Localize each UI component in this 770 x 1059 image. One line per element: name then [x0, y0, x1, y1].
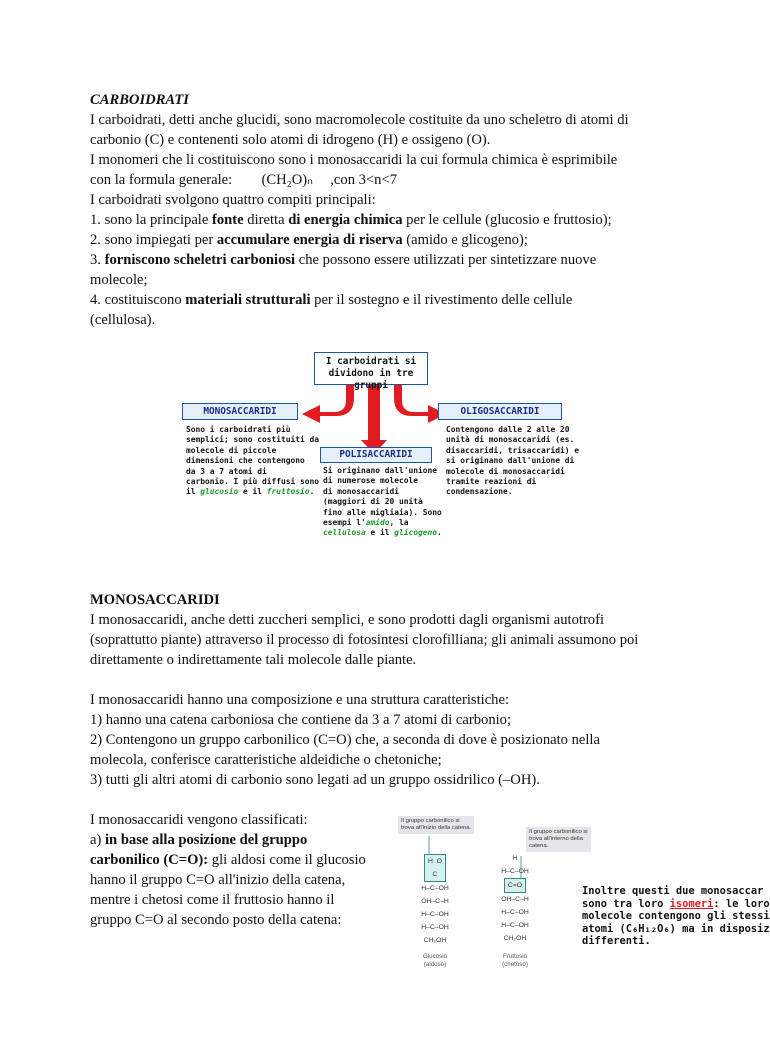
- section-title-carboidrati: CARBOIDRATI: [90, 92, 189, 108]
- paragraph-line: I monosaccaridi vengono classificati:: [90, 812, 308, 828]
- task-item-4: 4. costituiscono materiali strutturali per il sostegno e il rivestimento delle cellule: [90, 292, 573, 308]
- paragraph-line: (soprattutto piante) attraverso il processo di fotosintesi clorofilliana; gli animali assumono poi: [90, 632, 639, 648]
- task-item-3: 3. forniscono scheletri carboniosi che possono essere utilizzati per sintetizzare nuove: [90, 252, 597, 268]
- task-item-1: 1. sono la principale fonte diretta di energia chimica per le cellule (glucosio e fruttosio);: [90, 212, 612, 228]
- poli-box: POLISACCARIDI: [320, 447, 432, 463]
- paragraph-line: direttamente o indirettamente tali molecole dalle piante.: [90, 652, 417, 668]
- paragraph-line: gruppo C=O al secondo posto della catena:: [90, 912, 342, 928]
- aldehyde-group-box: H O C: [424, 854, 446, 882]
- paragraph-line: I monosaccaridi, anche detti zuccheri semplici, e sono prodotti dagli organismi autotrofi: [90, 612, 605, 628]
- paragraph-line: I monosaccaridi hanno una composizione e una struttura caratteristiche:: [90, 692, 510, 708]
- formula-prefix: con la formula generale:: [90, 172, 233, 188]
- paragraph-line: I carboidrati svolgono quattro compiti principali:: [90, 192, 376, 208]
- poli-description: Si originano dall'unione di numerose molecole di monosaccaridi (maggiori di 20 unità fino alle migliaia). Sono esempi l'amido, la cellulosa e il glicogeno.: [323, 466, 442, 538]
- fructose-caption: Fruttosio (chetoso): [502, 953, 528, 968]
- paragraph-line: I monomeri che li costituiscono sono i monosaccaridi la cui formula chimica è esprimibile: [90, 152, 618, 168]
- paragraph-line: carbonio (C) e contenenti solo atomi di idrogeno (H) e ossigeno (O).: [90, 132, 491, 148]
- task-item-3-cont: molecole;: [90, 272, 148, 288]
- isomeri-highlight: isomeri: [669, 897, 714, 910]
- isomers-note: Inoltre questi due monosaccar sono tra loro isomeri: le loro molecole contengono gli stessi atomi (C₆H₁₂O₆) ma in disposiz differenti.: [582, 885, 770, 948]
- formula-condition: ,con 3<n<7: [330, 172, 398, 188]
- task-item-2: 2. sono impiegati per accumulare energia di riserva (amido e glicogeno);: [90, 232, 528, 248]
- glucose-caption: Glucosio (aldoso): [422, 953, 448, 968]
- glucose-structure: H O C H–C–OH OH–C–H H–C–OH H–C–OH CH₂OH: [415, 854, 455, 947]
- classification-a-cont: carbonilico (C=O): gli aldosi come il glucosio: [90, 852, 366, 868]
- paragraph-line: molecola, conferisce caratteristiche aldeidiche o chetoniche;: [90, 752, 442, 768]
- mono-box: MONOSACCARIDI: [182, 403, 298, 420]
- note-aldose: Il gruppo carbonilico si trova all'inizio della catena.: [398, 816, 474, 834]
- oligo-description: Contengono dalle 2 alle 20 unità di monosaccaridi (es. disaccaridi, trisaccaridi) e si originano dall'unione di molecole di monosaccaridi tramite reazioni di condensazione.: [446, 425, 580, 497]
- paragraph-line: mentre i chetosi come il fruttosio hanno il: [90, 892, 335, 908]
- paragraph-line: 2) Contengono un gruppo carbonilico (C=O) che, a seconda di dove è posizionato nella: [90, 732, 600, 748]
- oligo-box: OLIGOSACCARIDI: [438, 403, 562, 420]
- paragraph-line: 1) hanno una catena carboniosa che contiene da 3 a 7 atomi di carbonio;: [90, 712, 512, 728]
- classification-a: a) in base alla posizione del gruppo: [90, 832, 308, 848]
- formula-line: [90, 170, 397, 190]
- carbohydrate-groups-diagram: [180, 350, 580, 548]
- section-title-monosaccaridi: MONOSACCARIDI: [90, 592, 220, 608]
- glucose-fructose-figure: [393, 812, 613, 974]
- paragraph-line: I carboidrati, detti anche glucidi, sono macromolecole costituite da uno scheletro di atomi di: [90, 112, 629, 128]
- fructose-structure: H H–C–OH C=O OH–C–H H–C–OH H–C–OH CH₂OH: [501, 855, 529, 942]
- ketone-group-box: C=O: [504, 878, 526, 893]
- paragraph-line: 3) tutti gli altri atomi di carbonio sono legati ad un gruppo ossidrilico (–OH).: [90, 772, 540, 788]
- root-box: I carboidrati si dividono in tre gruppi: [314, 352, 428, 385]
- note-ketose: Il gruppo carbonilico si trova all'interno della catena.: [526, 827, 591, 852]
- mono-description: Sono i carboidrati più semplici; sono costituiti da molecole di piccole dimensioni che contengono da 3 a 7 atomi di carbonio. I più diffusi sono il glucosio e il fruttosio.: [186, 425, 320, 497]
- general-formula: (CH₂O)ₙ: [261, 172, 313, 188]
- paragraph-line: hanno il gruppo C=O all'inizio della catena,: [90, 872, 346, 888]
- task-item-4-cont: (cellulosa).: [90, 312, 156, 328]
